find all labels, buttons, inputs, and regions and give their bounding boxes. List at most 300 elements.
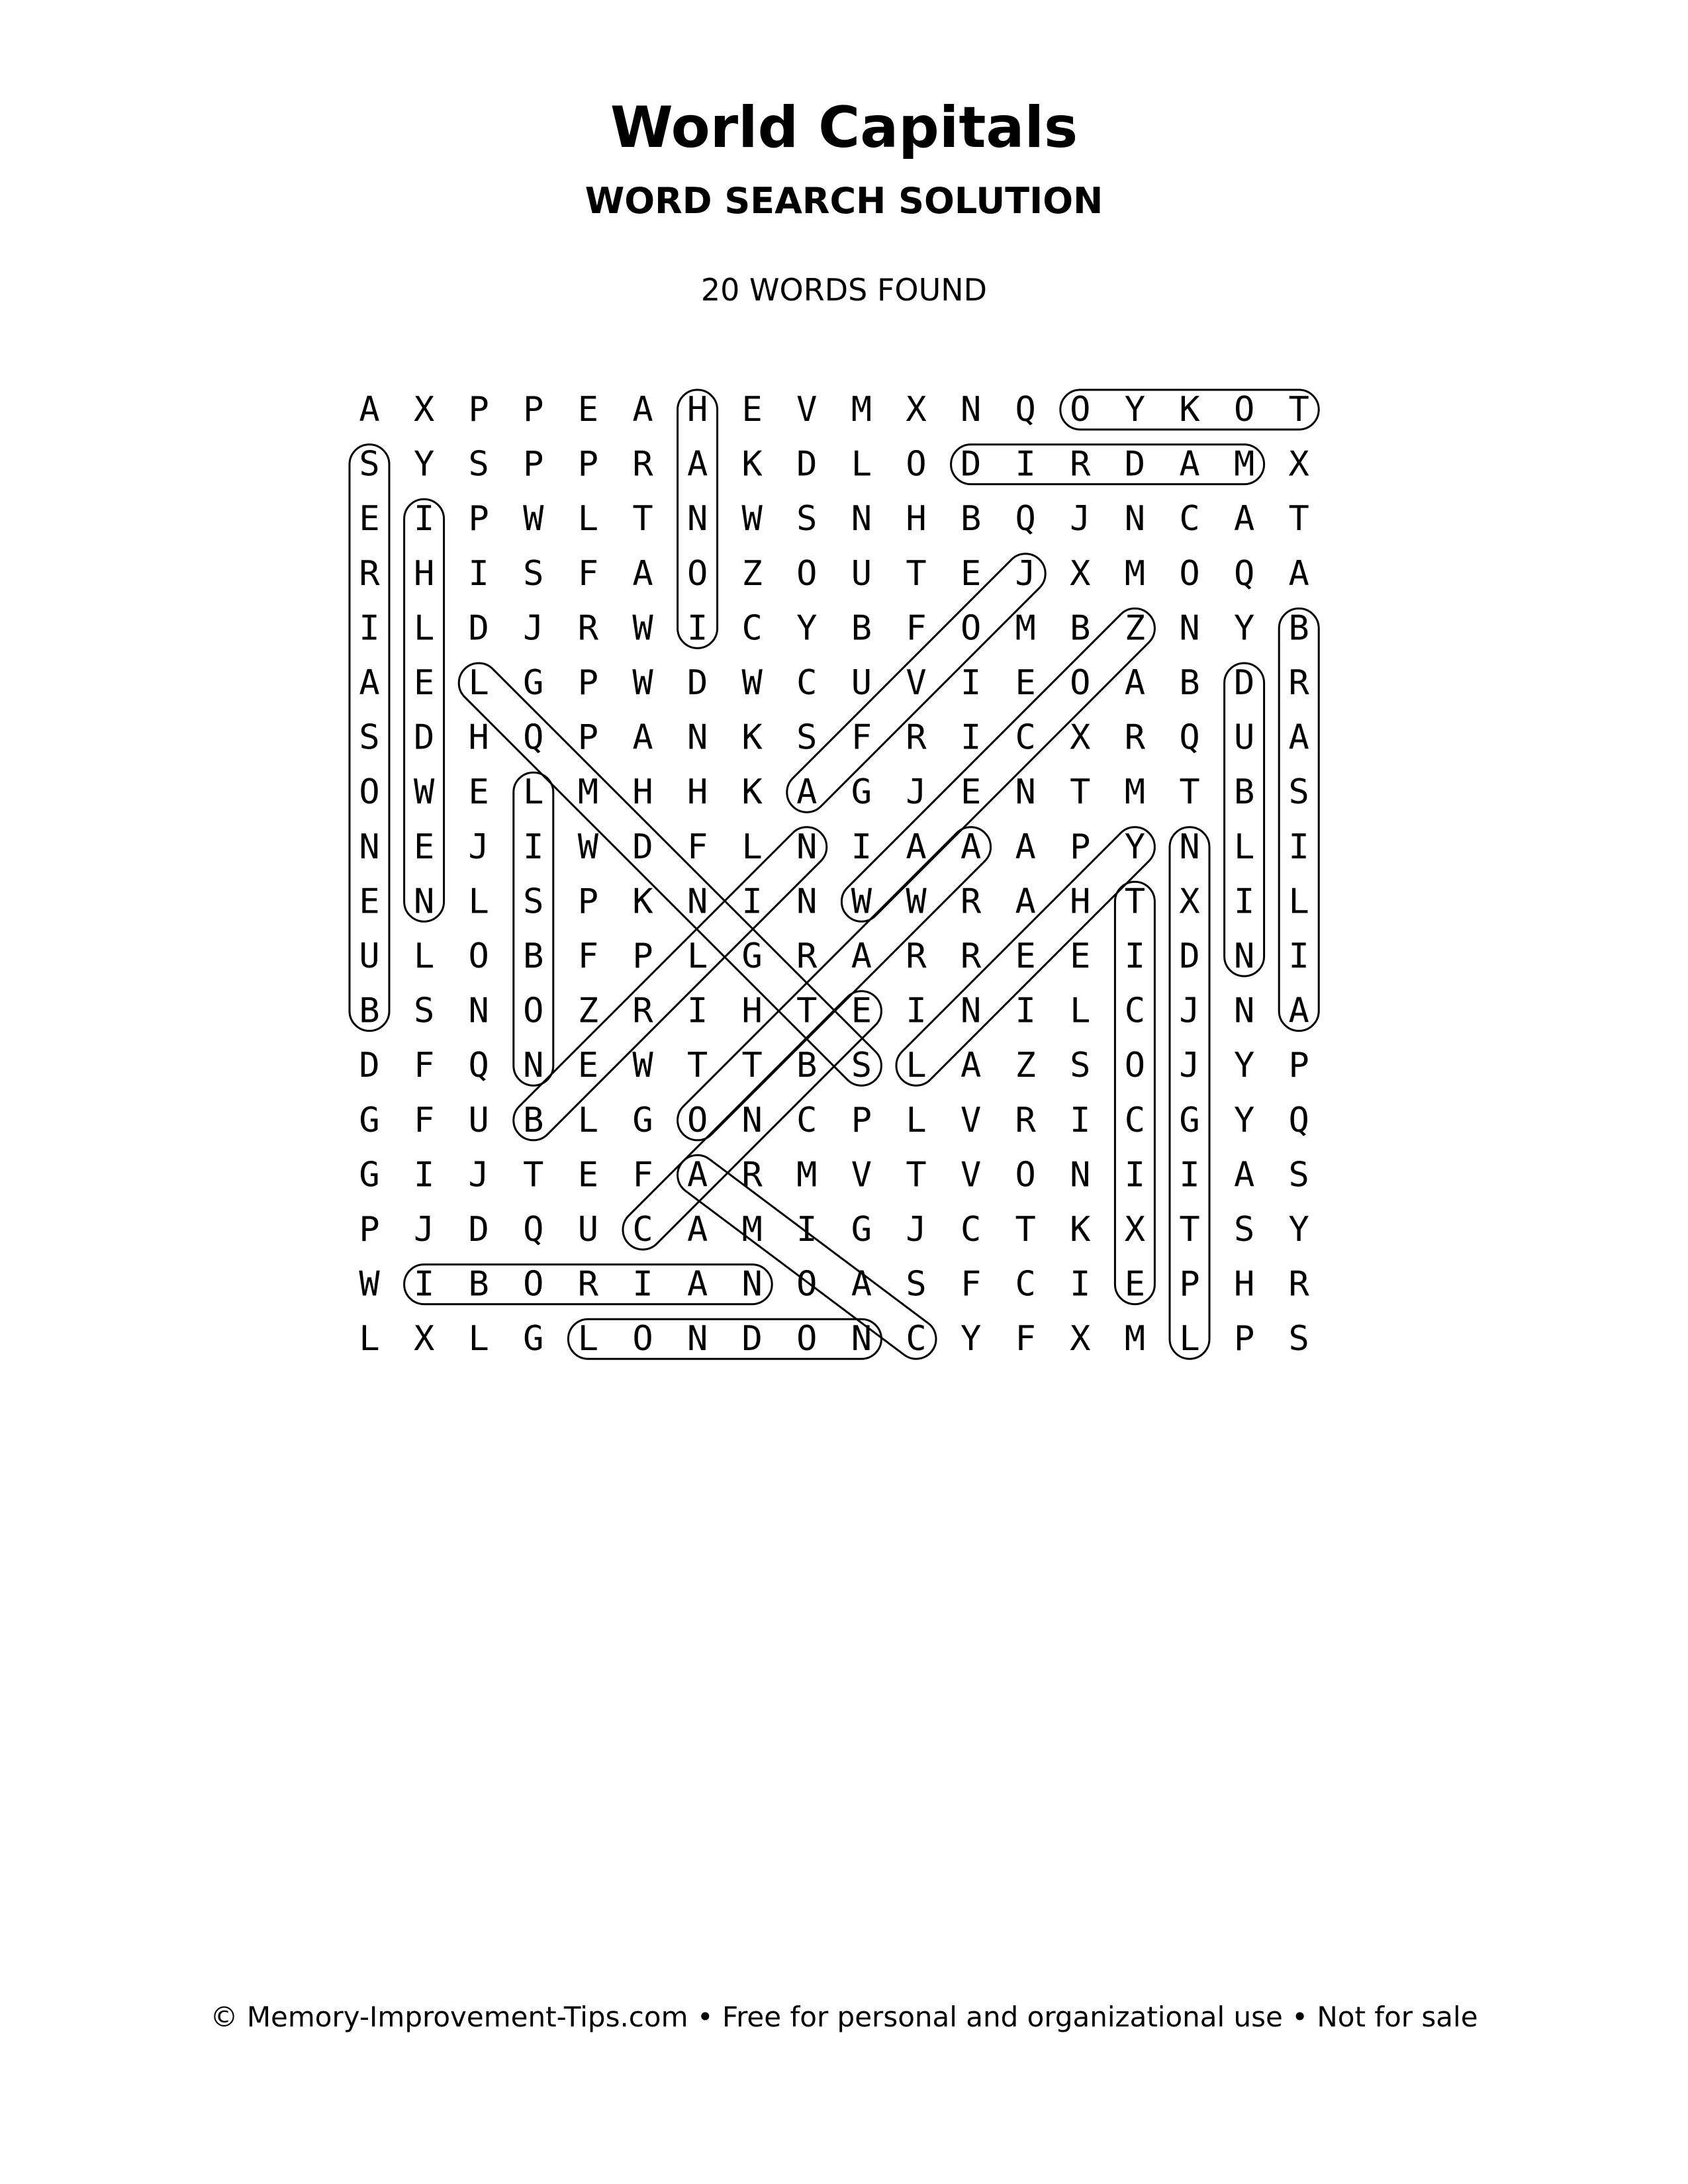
grid-letter: J (906, 772, 927, 813)
grid-letter: O (1179, 553, 1200, 594)
grid-letter: E (359, 882, 380, 922)
grid-letter: M (577, 772, 599, 813)
grid-letter: M (1124, 1319, 1146, 1359)
grid-letter: M (1233, 444, 1255, 484)
grid-letter: I (359, 608, 380, 649)
grid-letter: B (1179, 663, 1200, 703)
grid-letter: P (577, 882, 599, 922)
grid-letter: A (960, 827, 982, 867)
grid-letter: Z (1015, 1046, 1036, 1086)
grid-letter: J (468, 827, 489, 867)
grid-letter: I (1179, 1155, 1200, 1195)
grid-letter: G (1179, 1100, 1200, 1140)
grid-letter: M (1124, 772, 1146, 813)
grid-letter: A (851, 936, 872, 976)
grid-letter: X (413, 390, 435, 430)
grid-letter: U (851, 663, 872, 703)
grid-letter: D (468, 1210, 489, 1250)
grid-letter: Z (1124, 608, 1146, 649)
grid-letter: W (632, 663, 653, 703)
grid-letter: N (1233, 936, 1255, 976)
grid-letter: L (468, 663, 489, 703)
grid-letter: N (960, 390, 982, 430)
grid-letter: A (686, 1210, 708, 1250)
grid-letter: U (851, 553, 872, 594)
grid-letter: G (359, 1100, 380, 1140)
grid-letter: H (468, 717, 489, 758)
grid-letter: I (413, 499, 435, 539)
grid-letter: K (741, 444, 763, 484)
grid-letter: I (523, 827, 544, 867)
grid-letter: P (468, 390, 489, 430)
grid-letter: J (1015, 553, 1036, 594)
grid-letter: H (1233, 1264, 1255, 1304)
grid-letter: S (851, 1046, 872, 1086)
grid-letter: W (632, 608, 653, 649)
grid-letter: T (906, 1155, 927, 1195)
grid-letter: U (468, 1100, 489, 1140)
grid-letter: L (741, 827, 763, 867)
grid-letter: I (960, 663, 982, 703)
grid-letter: Y (1233, 1046, 1255, 1086)
grid-letter: G (851, 1210, 872, 1250)
grid-letter: N (741, 1100, 763, 1140)
grid-letter: N (1070, 1155, 1091, 1195)
grid-letter: X (1070, 717, 1091, 758)
grid-letter: F (906, 608, 927, 649)
grid-letter: F (1015, 1319, 1036, 1359)
grid-letter: O (906, 444, 927, 484)
grid-letter: T (1070, 772, 1091, 813)
grid-letter: R (1015, 1100, 1036, 1140)
grid-letter: T (741, 1046, 763, 1086)
grid-letter: V (906, 663, 927, 703)
grid-letter: D (468, 608, 489, 649)
grid-letter: E (413, 827, 435, 867)
grid-letter: R (906, 936, 927, 976)
grid-letter: W (906, 882, 927, 922)
grid-letter: A (960, 1046, 982, 1086)
grid-letter: I (686, 608, 708, 649)
grid-letter: C (960, 1210, 982, 1250)
grid-letter: D (413, 717, 435, 758)
grid-letter: R (796, 936, 818, 976)
grid-letter: P (359, 1210, 380, 1250)
grid-letter: N (686, 882, 708, 922)
grid-letter: A (1233, 1155, 1255, 1195)
grid-letter: G (523, 663, 544, 703)
grid-letter: I (906, 991, 927, 1031)
grid-letter: S (1288, 1319, 1309, 1359)
grid-letter: Z (741, 553, 763, 594)
grid-letter: I (413, 1155, 435, 1195)
grid-letter: R (359, 553, 380, 594)
grid-letter: L (413, 936, 435, 976)
grid-letter: M (851, 390, 872, 430)
grid-letter: C (1124, 1100, 1146, 1140)
solution-loop-madrid (951, 445, 1264, 484)
grid-letter: R (741, 1155, 763, 1195)
grid-letter: O (960, 608, 982, 649)
solution-loop-athens (669, 819, 999, 1148)
grid-letter: C (1179, 499, 1200, 539)
grid-letter: T (1288, 390, 1309, 430)
grid-letter: A (686, 1264, 708, 1304)
grid-letter: L (906, 1046, 927, 1086)
grid-letter: E (1124, 1264, 1146, 1304)
grid-letter: W (359, 1264, 380, 1304)
grid-letter: N (796, 827, 818, 867)
grid-letter: T (686, 1046, 708, 1086)
grid-letter: D (686, 663, 708, 703)
grid-letter: S (359, 444, 380, 484)
grid-letter: A (1124, 663, 1146, 703)
grid-letter: P (523, 444, 544, 484)
grid-letter: P (1070, 827, 1091, 867)
grid-letter: A (851, 1264, 872, 1304)
grid-letter: J (468, 1155, 489, 1195)
grid-letter: I (413, 1264, 435, 1304)
grid-letter: T (1124, 882, 1146, 922)
grid-letter: O (523, 1264, 544, 1304)
grid-letter: H (906, 499, 927, 539)
grid-letter: A (1288, 991, 1309, 1031)
grid-letter: T (1288, 499, 1309, 539)
grid-letter: S (1288, 1155, 1309, 1195)
grid-letter: I (468, 553, 489, 594)
grid-letter: N (741, 1264, 763, 1304)
grid-letter: X (1288, 444, 1309, 484)
grid-letter: D (359, 1046, 380, 1086)
grid-letter: N (1015, 772, 1036, 813)
grid-letter: S (796, 499, 818, 539)
grid-letter: F (960, 1264, 982, 1304)
grid-letter: V (851, 1155, 872, 1195)
grid-letter: C (1015, 717, 1036, 758)
grid-letter: X (906, 390, 927, 430)
grid-letter: T (523, 1155, 544, 1195)
grid-letter: T (1179, 772, 1200, 813)
grid-letter: R (1288, 1264, 1309, 1304)
grid-letter: J (1179, 991, 1200, 1031)
grid-letter: X (1070, 1319, 1091, 1359)
grid-letter: A (1288, 717, 1309, 758)
grid-letter: H (632, 772, 653, 813)
grid-letter: Z (577, 991, 599, 1031)
grid-letter: E (741, 390, 763, 430)
grid-letter: Y (1233, 608, 1255, 649)
grid-letter: N (359, 827, 380, 867)
grid-letter: I (851, 827, 872, 867)
grid-letter: S (796, 717, 818, 758)
grid-letter: L (1233, 827, 1255, 867)
grid-letter: A (1288, 553, 1309, 594)
grid-letter: H (741, 991, 763, 1031)
grid-letter: E (851, 991, 872, 1031)
grid-letter: I (1070, 1100, 1091, 1140)
grid-letter: I (960, 717, 982, 758)
grid-letter: E (1015, 936, 1036, 976)
grid-letter: Y (796, 608, 818, 649)
grid-letter: N (851, 1319, 872, 1359)
grid-letter: L (851, 444, 872, 484)
grid-letter: E (468, 772, 489, 813)
grid-letter: T (1015, 1210, 1036, 1250)
grid-letter: L (577, 1100, 599, 1140)
grid-letter: N (1179, 608, 1200, 649)
grid-letter: H (686, 772, 708, 813)
grid-letter: P (577, 717, 599, 758)
grid-letter: T (1179, 1210, 1200, 1250)
grid-letter: B (359, 991, 380, 1031)
grid-letter: N (413, 882, 435, 922)
page-title: World Capitals (610, 95, 1078, 161)
grid-letter: R (577, 1264, 599, 1304)
grid-letter: P (523, 390, 544, 430)
solution-loop-bogota (833, 600, 1163, 930)
solution-loop-lisbon (514, 772, 553, 1085)
grid-letter: V (796, 390, 818, 430)
grid-letter: O (796, 553, 818, 594)
grid-letter: W (741, 663, 763, 703)
grid-letter: J (523, 608, 544, 649)
grid-letter: L (359, 1319, 380, 1359)
grid-letter: L (468, 1319, 489, 1359)
grid-letter: B (523, 936, 544, 976)
grid-letter: H (1070, 882, 1091, 922)
grid-letter: P (1179, 1264, 1200, 1304)
grid-letter: S (413, 991, 435, 1031)
grid-letter: B (1288, 608, 1309, 649)
grid-letter: S (468, 444, 489, 484)
grid-letter: P (577, 663, 599, 703)
grid-letter: C (796, 663, 818, 703)
grid-letter: A (686, 1155, 708, 1195)
grid-letter: Q (523, 1210, 544, 1250)
grid-letter: X (1124, 1210, 1146, 1250)
solution-loop-london (568, 1319, 881, 1359)
grid-letter: M (796, 1155, 818, 1195)
grid-letter: A (686, 444, 708, 484)
grid-letter: N (1233, 991, 1255, 1031)
grid-letter: A (632, 390, 653, 430)
grid-letter: L (1288, 882, 1309, 922)
grid-letter: O (1233, 390, 1255, 430)
grid-letter: W (851, 882, 872, 922)
grid-letter: K (1070, 1210, 1091, 1250)
grid-letter: G (632, 1100, 653, 1140)
grid-letters (359, 390, 1309, 1359)
grid-letter: J (906, 1210, 927, 1250)
grid-letter: W (523, 499, 544, 539)
grid-letter: O (796, 1319, 818, 1359)
grid-letter: I (1288, 827, 1309, 867)
grid-letter: S (523, 553, 544, 594)
grid-letter: N (1179, 827, 1200, 867)
grid-letter: F (413, 1100, 435, 1140)
grid-letter: I (686, 991, 708, 1031)
grid-letter: Q (1288, 1100, 1309, 1140)
solution-loops (350, 390, 1319, 1367)
grid-letter: N (686, 717, 708, 758)
grid-letter: I (1015, 444, 1036, 484)
grid-letter: B (1233, 772, 1255, 813)
grid-letter: J (1070, 499, 1091, 539)
grid-letter: C (741, 608, 763, 649)
grid-letter: J (1179, 1046, 1200, 1086)
grid-letter: Q (1015, 390, 1036, 430)
grid-letter: A (632, 553, 653, 594)
grid-letter: M (741, 1210, 763, 1250)
grid-letter: O (632, 1319, 653, 1359)
grid-letter: R (577, 608, 599, 649)
grid-letter: A (359, 663, 380, 703)
grid-letter: P (632, 936, 653, 976)
grid-letter: X (1179, 882, 1200, 922)
grid-letter: I (1124, 1155, 1146, 1195)
grid-letter: E (359, 499, 380, 539)
grid-letter: Y (960, 1319, 982, 1359)
grid-letter: Q (1015, 499, 1036, 539)
grid-letter: G (851, 772, 872, 813)
grid-letter: C (906, 1319, 927, 1359)
grid-letter: O (1070, 390, 1091, 430)
grid-letter: W (577, 827, 599, 867)
grid-letter: E (1070, 936, 1091, 976)
grid-letter: I (1233, 882, 1255, 922)
grid-letter: I (796, 1210, 818, 1250)
grid-letter: E (577, 1046, 599, 1086)
grid-letter: W (741, 499, 763, 539)
page-subtitle: WORD SEARCH SOLUTION (585, 180, 1103, 222)
grid-letter: K (741, 772, 763, 813)
grid-letter: M (1124, 553, 1146, 594)
grid-letter: L (577, 1319, 599, 1359)
grid-letter: V (960, 1100, 982, 1140)
grid-letter: X (413, 1319, 435, 1359)
grid-letter: N (523, 1046, 544, 1086)
grid-letter: H (413, 553, 435, 594)
grid-letter: O (1015, 1155, 1036, 1195)
grid-letter: B (960, 499, 982, 539)
grid-letter: E (1015, 663, 1036, 703)
grid-letter: N (851, 499, 872, 539)
grid-letter: F (632, 1155, 653, 1195)
solution-loop-dublin (1225, 663, 1264, 976)
grid-letter: D (1179, 936, 1200, 976)
grid-letter: P (1233, 1319, 1255, 1359)
grid-letter: S (906, 1264, 927, 1304)
grid-letter: Y (1233, 1100, 1255, 1140)
grid-letter: D (1124, 444, 1146, 484)
grid-letter: S (1070, 1046, 1091, 1086)
grid-letter: R (1124, 717, 1146, 758)
grid-letter: L (1179, 1319, 1200, 1359)
grid-letter: C (632, 1210, 653, 1250)
grid-letter: Q (1233, 553, 1255, 594)
grid-letter: D (960, 444, 982, 484)
grid-letter: Q (468, 1046, 489, 1086)
solution-loop-santiago (451, 655, 890, 1094)
grid-letter: R (1288, 663, 1309, 703)
grid-letter: C (1015, 1264, 1036, 1304)
grid-letter: A (1015, 827, 1036, 867)
grid-letter: C (796, 1100, 818, 1140)
grid-letter: M (1015, 608, 1036, 649)
grid-letter: Y (1124, 827, 1146, 867)
grid-letter: N (468, 991, 489, 1031)
grid-letter: S (1233, 1210, 1255, 1250)
grid-letter: N (686, 1319, 708, 1359)
grid-letter: L (413, 608, 435, 649)
grid-letter: D (796, 444, 818, 484)
grid-letter: R (906, 717, 927, 758)
grid-letter: B (523, 1100, 544, 1140)
grid-letter: P (468, 499, 489, 539)
grid-letter: N (686, 499, 708, 539)
grid-letter: J (413, 1210, 435, 1250)
grid-letter: Y (1288, 1210, 1309, 1250)
grid-letter: I (1288, 936, 1309, 976)
grid-letter: F (851, 717, 872, 758)
grid-letter: W (413, 772, 435, 813)
grid-letter: O (359, 772, 380, 813)
grid-letter: E (960, 553, 982, 594)
grid-letter: I (1070, 1264, 1091, 1304)
grid-letter: O (1070, 663, 1091, 703)
grid-letter: P (851, 1100, 872, 1140)
grid-letter: L (1070, 991, 1091, 1031)
grid-letter: L (906, 1100, 927, 1140)
grid-letter: K (741, 717, 763, 758)
grid-letter: R (960, 936, 982, 976)
grid-letter: I (1124, 936, 1146, 976)
grid-letter: G (523, 1319, 544, 1359)
grid-letter: F (413, 1046, 435, 1086)
grid-letter: S (1288, 772, 1309, 813)
grid-letter: N (796, 882, 818, 922)
grid-letter: A (632, 717, 653, 758)
grid-letter: I (1015, 991, 1036, 1031)
grid-letter: I (632, 1264, 653, 1304)
grid-letter: K (1179, 390, 1200, 430)
grid-letter: U (359, 936, 380, 976)
grid-letter: N (960, 991, 982, 1031)
copyright-footer: © Memory-Improvement-Tips.com • Free for personal and organizational use • Not for sale (210, 2001, 1478, 2033)
grid-letter: R (1070, 444, 1091, 484)
grid-letter: B (796, 1046, 818, 1086)
grid-letter: O (686, 553, 708, 594)
grid-letter: R (632, 444, 653, 484)
grid-letter: B (851, 608, 872, 649)
grid-letter: A (796, 772, 818, 813)
grid-letter: A (1015, 882, 1036, 922)
grid-letter: O (686, 1100, 708, 1140)
grid-letter: F (577, 936, 599, 976)
grid-letter: E (960, 772, 982, 813)
grid-letter: A (1233, 499, 1255, 539)
grid-letter: L (577, 499, 599, 539)
grid-letter: O (1124, 1046, 1146, 1086)
grid-letter: E (413, 663, 435, 703)
grid-letter: L (686, 936, 708, 976)
grid-letter: T (632, 499, 653, 539)
grid-letter: G (359, 1155, 380, 1195)
grid-letter: K (632, 882, 653, 922)
grid-letter: Q (1179, 717, 1200, 758)
grid-letter: A (906, 827, 927, 867)
grid-letter: D (632, 827, 653, 867)
